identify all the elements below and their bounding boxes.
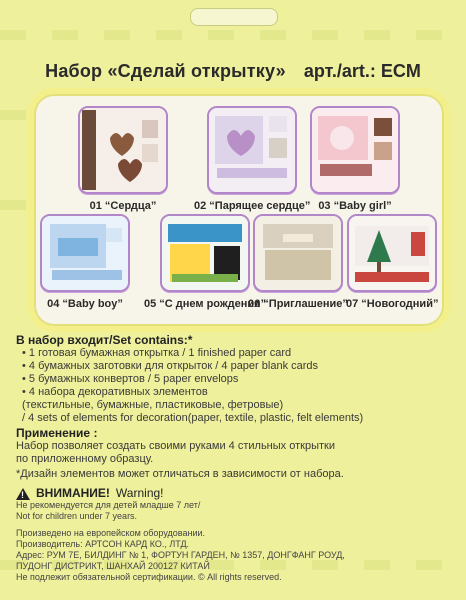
product-label: 07 “Новогодний”: [346, 298, 439, 310]
birthday-card-image: [160, 214, 250, 292]
product-label: 04 “Baby boy”: [47, 298, 123, 310]
rights: Не подлежит обязательной сертификации. © All rights reserved.: [16, 572, 282, 582]
product-card: [194, 106, 310, 212]
baby-girl-card-image: [310, 106, 400, 194]
warning-line-ru: Не рекомендуется для детей младше 7 лет/: [16, 500, 201, 510]
warning-row: [16, 487, 456, 500]
design-note: *Дизайн элементов может отличаться в зависимости от набора.: [16, 468, 344, 480]
list-item: (текстильные, бумажные, пластиковые, фетровые): [22, 399, 284, 411]
list-item: • 5 бумажных конвертов / 5 paper envelops: [22, 373, 239, 385]
product-label: 01 “Сердца”: [89, 200, 157, 212]
manufacturer: Производитель: АРТСОН КАРД КО., ЛТД.: [16, 539, 190, 549]
list-item: • 1 готовая бумажная открытка / 1 finished paper card: [22, 347, 292, 359]
product-header: [30, 58, 436, 84]
warning-title-en: Warning!: [115, 486, 164, 500]
made-in-note: Произведено на европейском оборудовании.: [16, 528, 206, 538]
usage-line: Набор позволяет создать своими руками 4 стильных открытки: [16, 440, 335, 452]
baby-boy-card-image: [40, 214, 130, 292]
product-card: [346, 214, 438, 310]
products-panel: [28, 88, 450, 332]
list-item: • 4 набора декоративных элементов: [22, 386, 208, 398]
product-details: [16, 334, 456, 583]
invitation-card-image: [253, 214, 343, 292]
decorative-stripe: [0, 30, 466, 40]
product-label: 02 “Парящее сердце”: [194, 200, 311, 212]
usage-title: Применение :: [16, 426, 98, 440]
article-number: арт./art.: ECM: [303, 60, 421, 81]
product-card: [40, 214, 130, 310]
address-line: ПУДОНГ ДИСТРИКТ, ШАНХАЙ 200127 КИТАЙ: [16, 561, 210, 571]
floating-heart-card-image: [207, 106, 297, 194]
product-card: [248, 214, 348, 310]
warning-line-en: Not for children under 7 years.: [16, 511, 138, 521]
product-card: [310, 106, 400, 212]
product-card: [78, 106, 168, 212]
usage-text: [16, 440, 456, 466]
new-year-card-image: [347, 214, 437, 292]
contents-title: В набор входит/Set contains:*: [16, 333, 193, 347]
hang-tab: [190, 8, 278, 26]
product-title: Набор «Сделай открытку»: [45, 60, 286, 81]
warning-icon: [16, 488, 30, 500]
product-label: 03 “Baby girl”: [318, 200, 392, 212]
list-item: • 4 бумажных заготовки для открыток / 4 paper blank cards: [22, 360, 319, 372]
usage-line: по приложенному образцу.: [16, 453, 154, 465]
hearts-card-image: [78, 106, 168, 194]
contents-list: [16, 347, 456, 425]
list-item: / 4 sets of elements for decoration(paper, textile, plastic, felt elements): [22, 412, 364, 424]
product-label: 06 “Приглашение”: [248, 298, 348, 310]
warning-title: ВНИМАНИЕ!: [36, 486, 110, 500]
address-line: Адрес: РУМ 7Е, БИЛДИНГ № 1, ФОРТУН ГАРДЕН, № 1357, ДОНГФАНГ РОУД,: [16, 550, 345, 560]
product-label: 05 “С днем рождения”: [144, 298, 267, 310]
